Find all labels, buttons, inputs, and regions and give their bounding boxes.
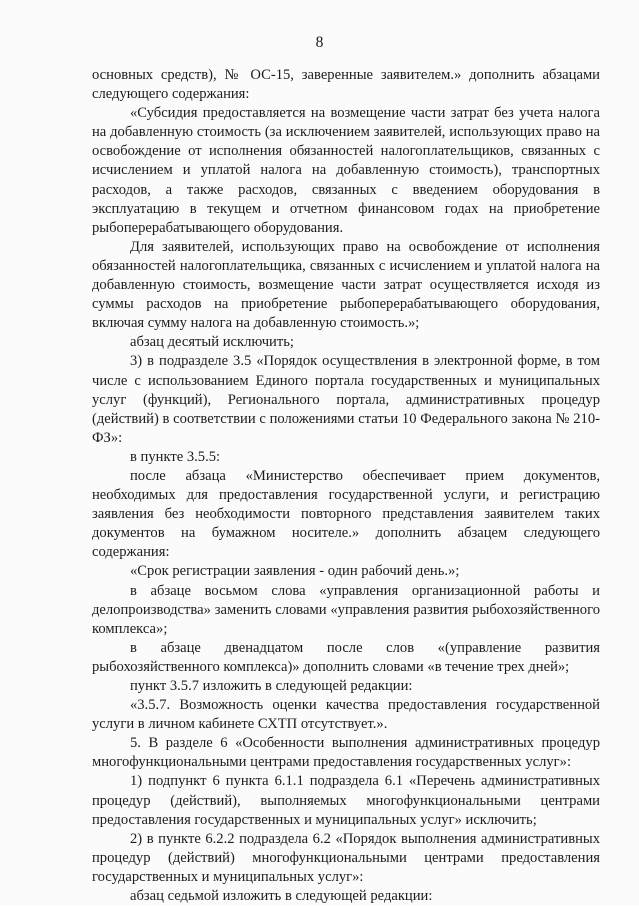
paragraph: абзац седьмой изложить в следующей редакции: — [130, 888, 433, 905]
paragraph: «Субсидия предоставляется на возмещение части затрат без учета налога на добавленную стоимость (за исключением заявителей, использующих право на освобождение от исполнения обязанностей налогоплательщиков, связанных с исчислением и уплатой налога на добавленную стоимость), транспортных расходов, а также расходов, связанных с введением оборудования в эксплуатацию в текущем и отчетном финансовом годах на приобретение рыбоперерабатывающего оборудования. — [92, 105, 600, 236]
paragraph: после абзаца «Министерство обеспечивает прием документов, необходимых для предоставления государственной услуги, и регистрацию заявления без необходимости повторного представления заявителем таких документов на бумажном носителе.» дополнить абзацем следующего содержания: — [92, 467, 600, 561]
paragraph: 2) в пункте 6.2.2 подраздела 6.2 «Порядок выполнения административных процедур (действий) многофункциональными центрами предоставления государственных и муниципальных услуг»: — [92, 830, 600, 885]
paragraph: в пункте 3.5.5: — [130, 448, 221, 465]
paragraph: абзац десятый исключить; — [130, 334, 294, 351]
paragraph: 1) подпункт 6 пункта 6.1.1 подраздела 6.1 «Перечень административных процедур (действий), выполняемых многофункциональными центрами предоставления государственных и муниципальных услуг» исключить; — [92, 773, 600, 828]
document-body — [92, 66, 600, 906]
paragraph: пункт 3.5.7 изложить в следующей редакции: — [130, 678, 413, 694]
paragraph: в абзаце восьмом слова «управления организационной работы и делопроизводства» заменить словами «управления развития рыбохозяйственного комплекса»; — [92, 582, 600, 637]
paragraph: Для заявителей, использующих право на освобождение от исполнения обязанностей налогоплательщика, связанных с исчислением и уплатой налога на добавленную стоимость, возмещение части затрат осуществляется исходя из суммы расходов на приобретение рыбоперерабатывающего оборудования, включая сумму налога на добавленную стоимость.»; — [92, 238, 600, 332]
paragraph: в абзаце двенадцатом после слов «(управление развития рыбохозяйственного комплекса)» дополнить словами «в течение трех дней»; — [92, 639, 600, 675]
paragraph: 5. В разделе 6 «Особенности выполнения административных процедур многофункциональными центрами предоставления государственных услуг»: — [92, 735, 600, 771]
paragraph: «3.5.7. Возможность оценки качества предоставления государственной услуги в личном кабинете СХТП отсутствует.». — [92, 697, 600, 733]
paragraph: 3) в подразделе 3.5 «Порядок осуществления в электронной форме, в том числе с использованием Единого портала государственных и муниципальных услуг (функций), Регионального портала, административных процедур (действий) в соответствии с положениями статьи 10 Федерального закона № 210-ФЗ»: — [92, 353, 600, 446]
page-number: 8 — [315, 34, 324, 51]
paragraph: основных средств), № ОС-15, заверенные заявителем.» дополнить абзацами следующего содержания: — [92, 67, 600, 103]
paragraph: «Срок регистрации заявления - один рабочий день.»; — [130, 563, 460, 580]
